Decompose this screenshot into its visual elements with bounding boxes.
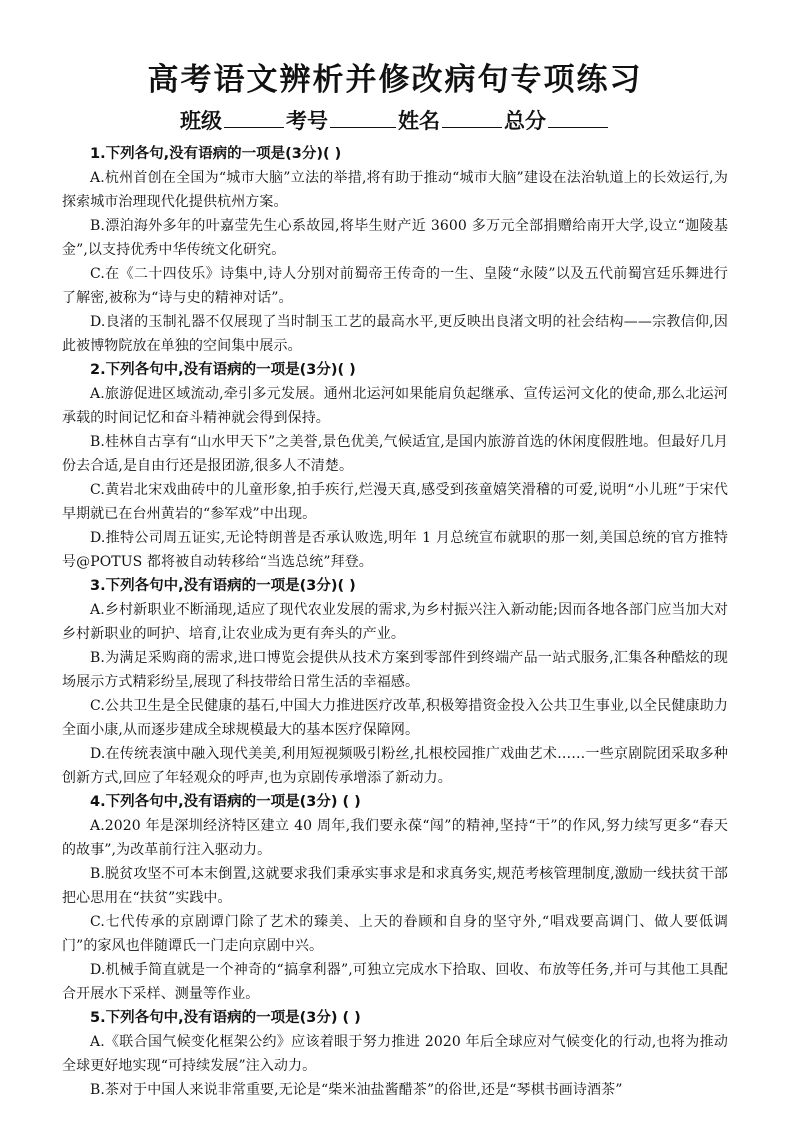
option-b: B.茶对于中国人来说非常重要,无论是“柴米油盐酱醋茶”的俗世,还是“琴棋书画诗酒茶” xyxy=(90,1082,623,1098)
class-blank xyxy=(224,109,284,128)
question-stem: 5.下列各句中,没有语病的一项是(3分) ( ) xyxy=(90,1010,361,1026)
option-d: D.推特公司周五证实,无论特朗普是否承认败选,明年 1 月总统宣布就职的那一刻,美国总统的官方推特号@POTUS 都将被自动转移给“当选总统”拜登。 xyxy=(62,530,728,570)
name-blank xyxy=(442,109,502,128)
option-d: D.机械手简直就是一个神奇的“搞拿利器”,可独立完成水下拾取、回收、布放等任务,并可与其他工具配合开展水下采样、测量等作业。 xyxy=(62,962,728,1002)
number-blank xyxy=(330,109,396,128)
class-label: 班级 xyxy=(180,109,222,133)
student-info-line xyxy=(62,106,728,136)
score-label: 总分 xyxy=(504,109,546,133)
question-2 xyxy=(62,358,728,574)
number-label: 考号 xyxy=(286,109,328,133)
question-stem: 1.下列各句,没有语病的一项是(3分)( ) xyxy=(90,146,342,162)
option-a: A.旅游促进区域流动,牵引多元发展。通州北运河如果能肩负起继承、宣传运河文化的使命,那么北运河承载的时间记忆和奋斗精神就会得到保持。 xyxy=(62,386,728,426)
option-c: C.七代传承的京剧谭门除了艺术的臻美、上天的眷顾和自身的坚守外,“唱戏要高调门、做人要低调门”的家风也伴随谭氏一门走向京剧中兴。 xyxy=(62,914,728,954)
question-1 xyxy=(62,142,728,358)
option-c: C.公共卫生是全民健康的基石,中国大力推进医疗改革,积极筹措资金投入公共卫生事业,以全民健康助力全面小康,从而逐步建成全球规模最大的基本医疗保障网。 xyxy=(62,698,728,738)
option-d: D.在传统表演中融入现代美美,利用短视频吸引粉丝,扎根校园推广戏曲艺术……一些京剧院团采取多种创新方式,回应了年轻观众的呼声,也为京剧传承增添了新动力。 xyxy=(62,746,728,786)
question-stem: 3.下列各句中,没有语病的一项是(3分)( ) xyxy=(90,578,356,594)
question-4 xyxy=(62,790,728,1006)
option-b: B.脱贫攻坚不可本末倒置,这就要求我们秉承实事求是和求真务实,规范考核管理制度,激励一线扶贫干部把心思用在“扶贫”实践中。 xyxy=(62,866,728,906)
question-3 xyxy=(62,574,728,790)
option-a: A.2020 年是深圳经济特区建立 40 周年,我们要永葆“闯”的精神,坚持“干”的作风,努力续写更多“春天的故事”,为改革前行注入驱动力。 xyxy=(62,818,728,858)
question-5 xyxy=(62,1006,728,1102)
question-stem: 2.下列各句中,没有语病的一项是(3分)( ) xyxy=(90,362,356,378)
option-b: B.桂林自古享有“山水甲天下”之美誉,景色优美,气候适宜,是国内旅游首选的休闲度假胜地。但最好几月份去合适,是自由行还是报团游,很多人不清楚。 xyxy=(62,434,728,474)
score-blank xyxy=(548,109,608,128)
page-title: 高考语文辨析并修改病句专项练习 xyxy=(147,62,643,98)
option-a: A.《联合国气候变化框架公约》应该着眼于努力推进 2020 年后全球应对气候变化的行动,也将为推动全球更好地实现“可持续发展”注入动力。 xyxy=(62,1034,728,1074)
question-stem: 4.下列各句中,没有语病的一项是(3分) ( ) xyxy=(90,794,361,810)
option-a: A.杭州首创在全国为“城市大脑”立法的举措,将有助于推动“城市大脑”建设在法治轨道上的长效运行,为探索城市治理现代化提供杭州方案。 xyxy=(62,170,728,210)
option-c: C.在《二十四伎乐》诗集中,诗人分别对前蜀帝王传奇的一生、皇陵“永陵”以及五代前蜀宫廷乐舞进行了解密,被称为“诗与史的精神对话”。 xyxy=(62,266,728,306)
option-b: B.为满足采购商的需求,进口博览会提供从技术方案到零部件到终端产品一站式服务,汇集各种酷炫的现场展示方式精彩纷呈,展现了科技带给日常生活的幸福感。 xyxy=(62,650,728,690)
option-a: A.乡村新职业不断涌现,适应了现代农业发展的需求,为乡村振兴注入新动能;因而各地各部门应当加大对乡村新职业的呵护、培育,让农业成为更有奔头的产业。 xyxy=(62,602,728,642)
option-b: B.漂泊海外多年的叶嘉莹先生心系故园,将毕生财产近 3600 多万元全部捐赠给南开大学,设立“迦陵基金”,以支持优秀中华传统文化研究。 xyxy=(62,218,728,258)
name-label: 姓名 xyxy=(398,109,440,133)
option-d: D.良渚的玉制礼器不仅展现了当时制玉工艺的最高水平,更反映出良渚文明的社会结构——宗教信仰,因此被博物院放在单独的空间集中展示。 xyxy=(62,314,728,354)
option-c: C.黄岩北宋戏曲砖中的儿童形象,拍手疾行,烂漫天真,感受到孩童嬉笑滑稽的可爱,说明“小儿班”于宋代早期就已在台州黄岩的“参军戏”中出现。 xyxy=(62,482,728,522)
